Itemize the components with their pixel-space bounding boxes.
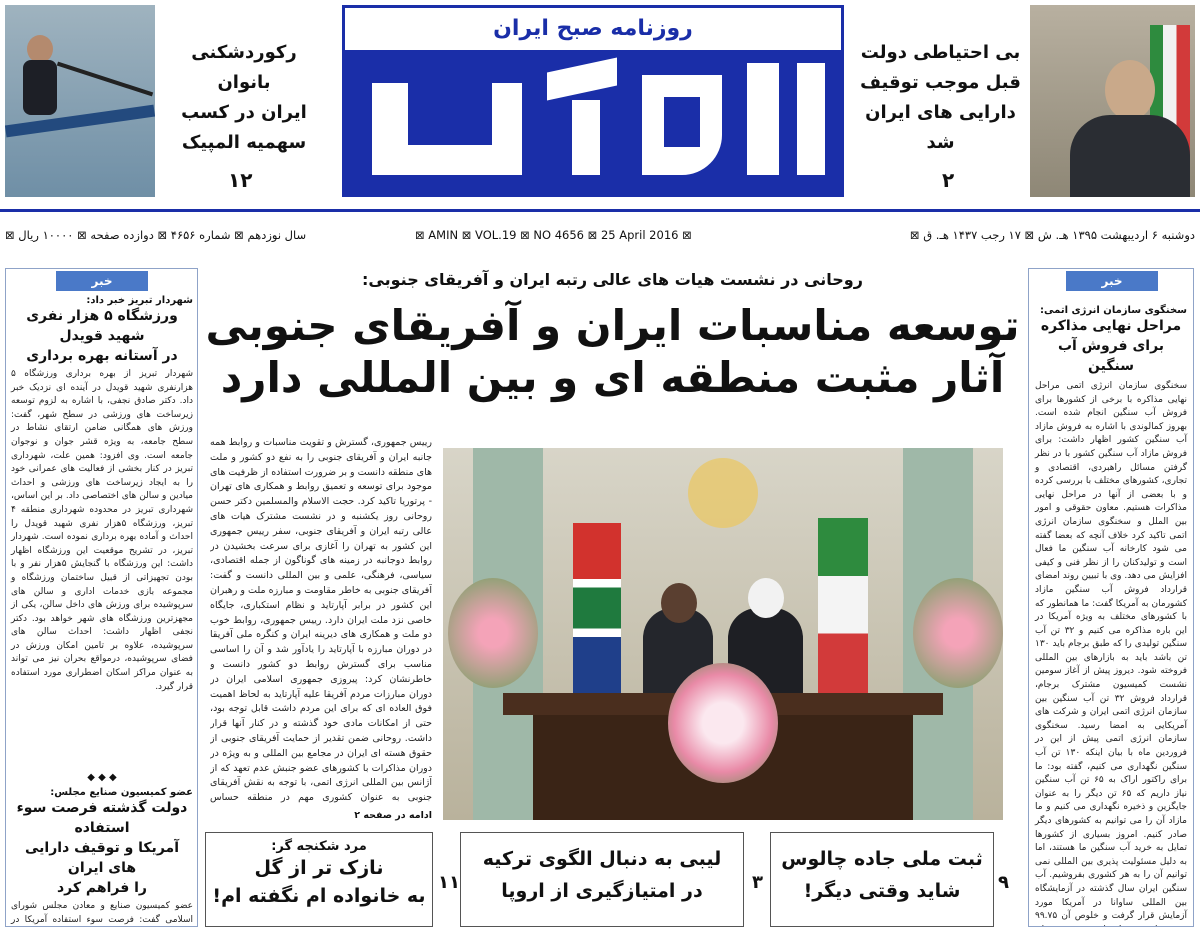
oar-shape [57,62,153,97]
right-news-column [1028,268,1194,927]
teaser-line: بی احتیاطی دولت [860,42,1021,63]
athlete-body-shape [23,60,57,115]
continued-note[interactable]: ادامه در صفحه ۲ [354,810,432,821]
chandelier-shape [688,458,758,528]
main-headline-line: آثار مثبت منطقه ای و بین المللی دارد [220,353,1005,402]
bottom-teaser-3-page: ۱۱ [438,872,460,893]
news-body: شهردار تبریز از بهره برداری ورزشگاه ۵ هزارنفری شهید قویدل در آینده ای نزدیک خبر داد. دکتر صادق نجفی، با اشاره به لزوم توسعه زیرساخت های ورزشی در سطح شهر، گفت: ورزش های همگانی ضامن ارتقای نشاط در سطح جامعه، به ویژه قشر جوان و نوجوان جامعه است. وی افزود: همین علت، شهرداری تبریز در کنار بخشی از فعالیت های عمرانی خود را به ایجاد زیرساخت های ورزشی و احداث میادین و سالن های اختصاصی داد. بر این اساس، شهرداری تبریز در محدوده شهرداری منطقه ۴ تبریز، ورزشگاه ۵هزار نفری شهید قویدل را احداث و آماده بهره برداری نموده است. شهردار تبریز، در تشریح موقعیت این ورزشگاه اظهار داشت: این ورزشگاه با گنجایش ۵هزار نفر و با بودن تجهیزاتی از قبیل ساختمان ورزشگاه و مجموعه بازی خدمات اداری و سالن های سرپوشیده برای ورزش های داخل سالن، یکی از مجهزترین ورزشگاه های شهر خواهد بود. دکتر نجفی اظهار داشت: احداث سالن های سرپوشیده، علاوه بر تامین امکان ورزش در فضای سرپوشیده، درمواقع بحران نیز می تواند به عنوان مراکز اسکان اضطراری مورد استفاده قرار گیرد. [11,369,193,692]
news-tag: خبر [1066,271,1158,291]
news-headline: در آستانه بهره برداری [26,348,178,364]
news-body: سخنگوی سازمان انرژی اتمی مراحل نهایی مذاکره با برخی از کشورها برای فروش آب سنگین انجام شده است. بهروز کمالوندی با اشاره به فروش مازاد آب سنگین کشور اظهار داشت: برای فروش مازاد آب سنگین کشور با در نظر گرفتن مسائل راهبردی، اقتصادی و تجاری، کشورهای مختلف با بررسی کرده و با بعضی از آنها در مراحل نهایی مذاکرات هستیم. معاون حقوقی و امور بین الملل و سخنگوی سازمان انرژی اتمی تاکید کرد خلاف آنچه که بعضا گفته می شود کارخانه آب سنگین ما فعال است و تولیدکنان را از نظر فنی و کیفی افزایش می دهد. وی با تبیین روند امضای قرارداد فروش آب سنگین مازاد کشورمان به آمریکا گفت: ما همانطور که با کشورهای مختلف به ویژه آمریکا در این باره مذاکره می کنیم و ۳۲ تن آب سنگین تولیدی را که طبق برجام باید ۱۳۰ تن باشد باید به بازارهای بین المللی فروخته شود. دیروز پیش از آغاز سومین نشست کمیسیون مشترک برجام، قرارداد فروش ۳۲ تن آب سنگین بین سازمان انرژی اتمی ایران و شرکت های آمریکایی به امضا رسید. سخنگوی سازمان انرژی اتمی پیش از این در فروردین ماه با بیان اینکه ۱۳۰ تن آب سنگین نگهداری می کنیم، گفته بود: ما برای راکتور اراک به ۶۵ تن آب سنگین نیاز داریم که ۶۵ تن دیگر را به عنوان جایگزین و ذخیره نگهداری می کنیم و ما مازاد آن را می توانیم به کشورهای دیگر صادر کنیم. امروز بسیاری از کشورها تمایل به خرید آب سنگین ما هستند، اما به دلیل مسئولیت پذیری بین المللی نمی توانیم آن را به هر کشوری بفروشیم. آب سنگین ایران سال گذشته در آزمایشگاه بین المللی ساوانا در آمریکا مورد آزمایش قرار گرفت و خلوص آن ۹۹.۷۵ [1035,381,1187,922]
main-headline[interactable] [205,300,1020,404]
issue-info-bar [0,209,1200,255]
info-english: ⊠ AMIN ⊠ VOL.19 ⊠ NO 4656 ⊠ 25 April 2016 ⊠ [415,228,692,242]
news-kicker: عضو کمیسیون صنایع مجلس: [50,787,193,798]
right-teaser-page: ۲ [942,168,955,192]
news-headline: را فراهم کرد [56,880,147,896]
center-flowers-shape [668,663,778,783]
newspaper-logo [342,5,844,197]
section-divider: ◆ ◆ ◆ [87,772,117,783]
speaker-head-shape [748,578,784,618]
athlete-head-shape [27,35,53,63]
person-head-shape [1105,60,1155,120]
news-headline: ورزشگاه ۵ هزار نفری شهید قویدل [26,308,178,344]
left-news-column [5,268,198,927]
main-kicker: روحانی در نشست هیات های عالی رتبه ایران و آفریقای جنوبی: [362,270,863,289]
bottom-teaser-2-page: ۳ [752,872,763,893]
news-kicker: سخنگوی سازمان انرژی اتمی: [1040,305,1187,316]
bottom-teaser-3[interactable] [205,832,433,927]
news-tag: خبر [56,271,148,291]
teaser-kicker: مرد شکنجه گر: [271,839,367,854]
teaser-line: لیبی به دنبال الگوی ترکیه [482,848,722,870]
right-news-item[interactable] [1035,305,1187,927]
logo-letter-stroke [572,100,600,175]
logo-letter-stroke [747,63,779,175]
news-body: عضو کمیسیون صنایع و معادن مجلس شورای اسلامی گفت: فرصت سوء استفاده آمریکا در [11,901,193,925]
teaser-line: به خانواده ام نگفته ام! [212,885,426,907]
teaser-line: شاید وقتی دیگر! [803,880,961,902]
left-teaser-page: ۱۲ [228,168,253,192]
right-teaser[interactable] [858,38,1023,158]
news-headline: دولت گذشته فرصت سوء استفاده [16,800,188,836]
teaser-line: ایران در کسب [181,102,307,123]
info-date-fa: دوشنبه ۶ اردیبهشت ۱۳۹۵ هـ. ش ⊠ ۱۷ رجب ۱۴۳۷ هـ. ق ⊠ [909,228,1195,242]
flower-arrangement-shape [448,578,538,688]
logo-letter-stroke [797,63,825,175]
teaser-line: ثبت ملی جاده چالوس [781,848,983,870]
south-africa-flag-shape [573,523,621,693]
logo-letter-stroke [547,58,617,101]
teaser-line: رکوردشکنی بانوان [191,42,297,93]
teaser-line: سهمیه المپیک [181,132,307,153]
logo-letter-counter [664,97,700,147]
person-body-shape [1070,115,1190,197]
bottom-teaser-1[interactable] [770,832,994,927]
bottom-teaser-1-page: ۹ [998,872,1009,893]
teaser-line: نازک تر از گل [254,857,384,879]
teaser-line: در امتیازگیری از اروپا [501,880,703,902]
news-headline: مراحل نهایی مذاکره [1040,318,1182,334]
bottom-teaser-2[interactable] [460,832,744,927]
logo-subtitle: روزنامه صبح ایران [342,5,844,53]
flower-arrangement-shape [913,578,1003,688]
speaker-head-shape [661,583,697,623]
left-teaser[interactable] [170,38,318,158]
news-headline: برای فروش آب سنگین [1057,338,1165,374]
teaser-line: قبل موجب توقیف [860,72,1021,93]
left-news-item-1[interactable] [11,295,193,694]
official-portrait-photo [1030,5,1195,197]
teaser-line: دارایی های ایران شد [865,102,1016,153]
main-headline-line: توسعه مناسبات ایران و آفریقای جنوبی [205,301,1020,350]
main-body: رییس جمهوری، گسترش و تقویت مناسبات و روابط همه جانبه ایران و آفریقای جنوبی را به نفع دو کشور و ملت های منطقه دانست و بر ضرورت استفاده از ظرفیت های موجود برای توسعه و تعمیق روابط و همکاری های تهران - پرتوریا تاکید کرد. حجت الاسلام والمسلمین دکتر حسن روحانی روز یکشنبه و در نشست مشترک هیات های عالی رتبه ایران و آفریقای جنوبی، سفر رییس جمهوری این کشور به تهران را آغازی برای سرعت بخشیدن در روابط دوجانبه در زمینه های گوناگون از جمله اقتصادی، سیاسی، فرهنگی، علمی و بین المللی دانست و گفت: آفریقای جنوبی به خاطر مقاومت و مبارزه ملت و رهبران این کشور در برابر آپارتاید و نظام استکباری، جایگاه خاصی نزد ملت ایران دارد. رییس جمهوری، روابط خوب دو ملت و همکاری های دیرینه ایران و کنگره ملی آفریقا در دوران مبارزه با آپارتاید را یادآور شد و آن را اساسی مناسب برای گسترش روابط دو کشور دانست و خاطرنشان کرد: پیروزی جمهوری اسلامی ایران در دوران مبارزات مردم آفریقا علیه آپارتاید به لحاظ اهمیت فوق العاده ای که برای این مردم داشت قابل توجه بود، حتی از امکانات مادی خود گذشته و در کنار آنها قرار داشت. روحانی ضمن تقدیر از حمایت آفریقای جنوبی از حقوق هسته ای ایران در مجامع بین المللی و به ویژه در دوران مذاکرات با کشورهای عضو جنبش عدم تعهد که از آژانس بین المللی انرژی اتمی، با توجه به نقش آفریقای جنوبی به عنوان کشوری مهم در منطقه حساس [210,437,432,804]
news-headline: آمریکا و توقیف دارایی های ایران [24,840,179,876]
info-issue-fa: سال نوزدهم ⊠ شماره ۴۶۵۶ ⊠ دوازده صفحه ⊠ ۱۰۰۰۰ ریال ⊠ [5,228,307,242]
logo-letter-stroke [492,83,522,175]
iran-flag-shape [818,518,868,693]
news-kicker: شهردار تبریز خبر داد: [86,295,193,306]
left-news-item-2[interactable] [11,787,193,927]
rowing-athlete-photo [5,5,155,197]
presidents-press-conference-photo [443,448,1003,820]
